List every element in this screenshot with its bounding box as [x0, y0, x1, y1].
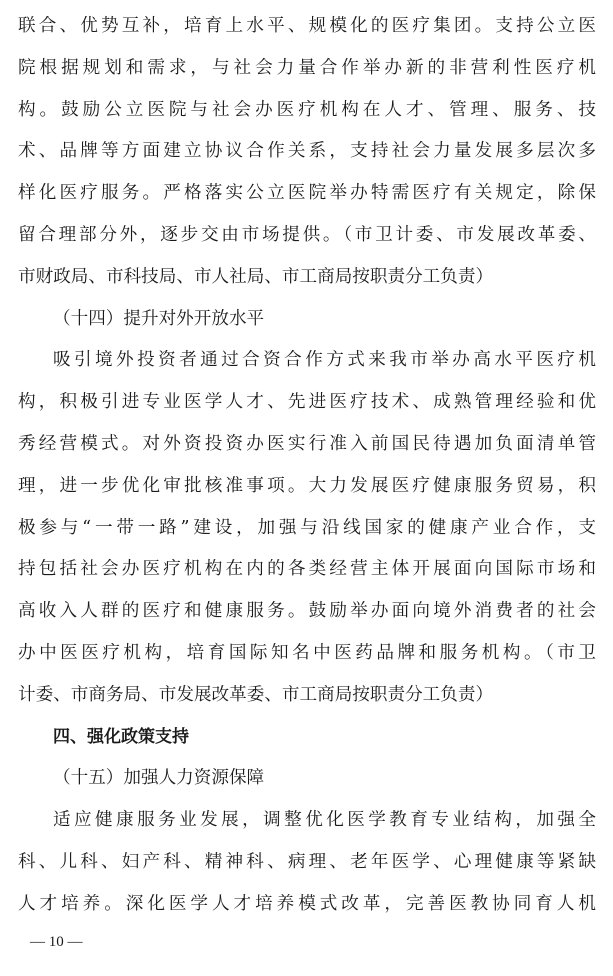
text-line: 术、品牌等方面建立协议合作关系，支持社会力量发展多层次多 [18, 141, 596, 162]
text-line: 院根据规划和需求，与社会力量合作举办新的非营利性医疗机 [18, 57, 596, 78]
text-line: 计委、市商务局、市发展改革委、市工商局按职责分工负责） [18, 684, 494, 705]
text-line: 市财政局、市科技局、市人社局、市工商局按职责分工负责） [18, 266, 494, 287]
text-line: 持包括社会办医疗机构在内的各类经营主体开展面向国际市场和 [18, 559, 596, 580]
text-line: 极参与“一带一路”建设，加强与沿线国家的健康产业合作，支 [18, 517, 596, 538]
text-line: 构，积极引进专业医学人才、先进医疗技术、成熟管理经验和优 [18, 392, 596, 413]
section-heading-15: （十五）加强人力资源保障 [53, 768, 265, 789]
text-line: 样化医疗服务。严格落实公立医院举办特需医疗有关规定，除保 [18, 183, 596, 204]
section-heading-14: （十四）提升对外开放水平 [53, 308, 265, 329]
text-line: 秀经营模式。对外资投资办医实行准入前国民待遇加负面清单管 [18, 434, 596, 454]
text-line: 吸引境外投资者通过合资合作方式来我市举办高水平医疗机 [53, 350, 596, 371]
page-number: — 10 — [30, 934, 83, 950]
text-line: 高收入人群的医疗和健康服务。鼓励举办面向境外消费者的社会 [18, 601, 596, 622]
text-line: 人才培养。深化医学人才培养模式改革，完善医教协同育人机 [18, 893, 596, 914]
text-line: 联合、优势互补，培育上水平、规模化的医疗集团。支持公立医 [18, 16, 596, 36]
text-line: 办中医医疗机构，培育国际知名中医药品牌和服务机构。（市卫 [18, 643, 596, 663]
text-line: 适应健康服务业发展，调整优化医学教育专业结构，加强全 [53, 810, 596, 831]
text-line: 构。鼓励公立医院与社会办医疗机构在人才、管理、服务、技 [18, 99, 596, 120]
text-line: 科、儿科、妇产科、精神科、病理、老年医学、心理健康等紧缺 [18, 852, 596, 872]
part-heading-4: 四、强化政策支持 [53, 726, 189, 747]
text-line: 留合理部分外，逐步交由市场提供。（市卫计委、市发展改革委、 [18, 225, 596, 245]
text-line: 理，进一步优化审批核准事项。大力发展医疗健康服务贸易，积 [18, 475, 596, 496]
